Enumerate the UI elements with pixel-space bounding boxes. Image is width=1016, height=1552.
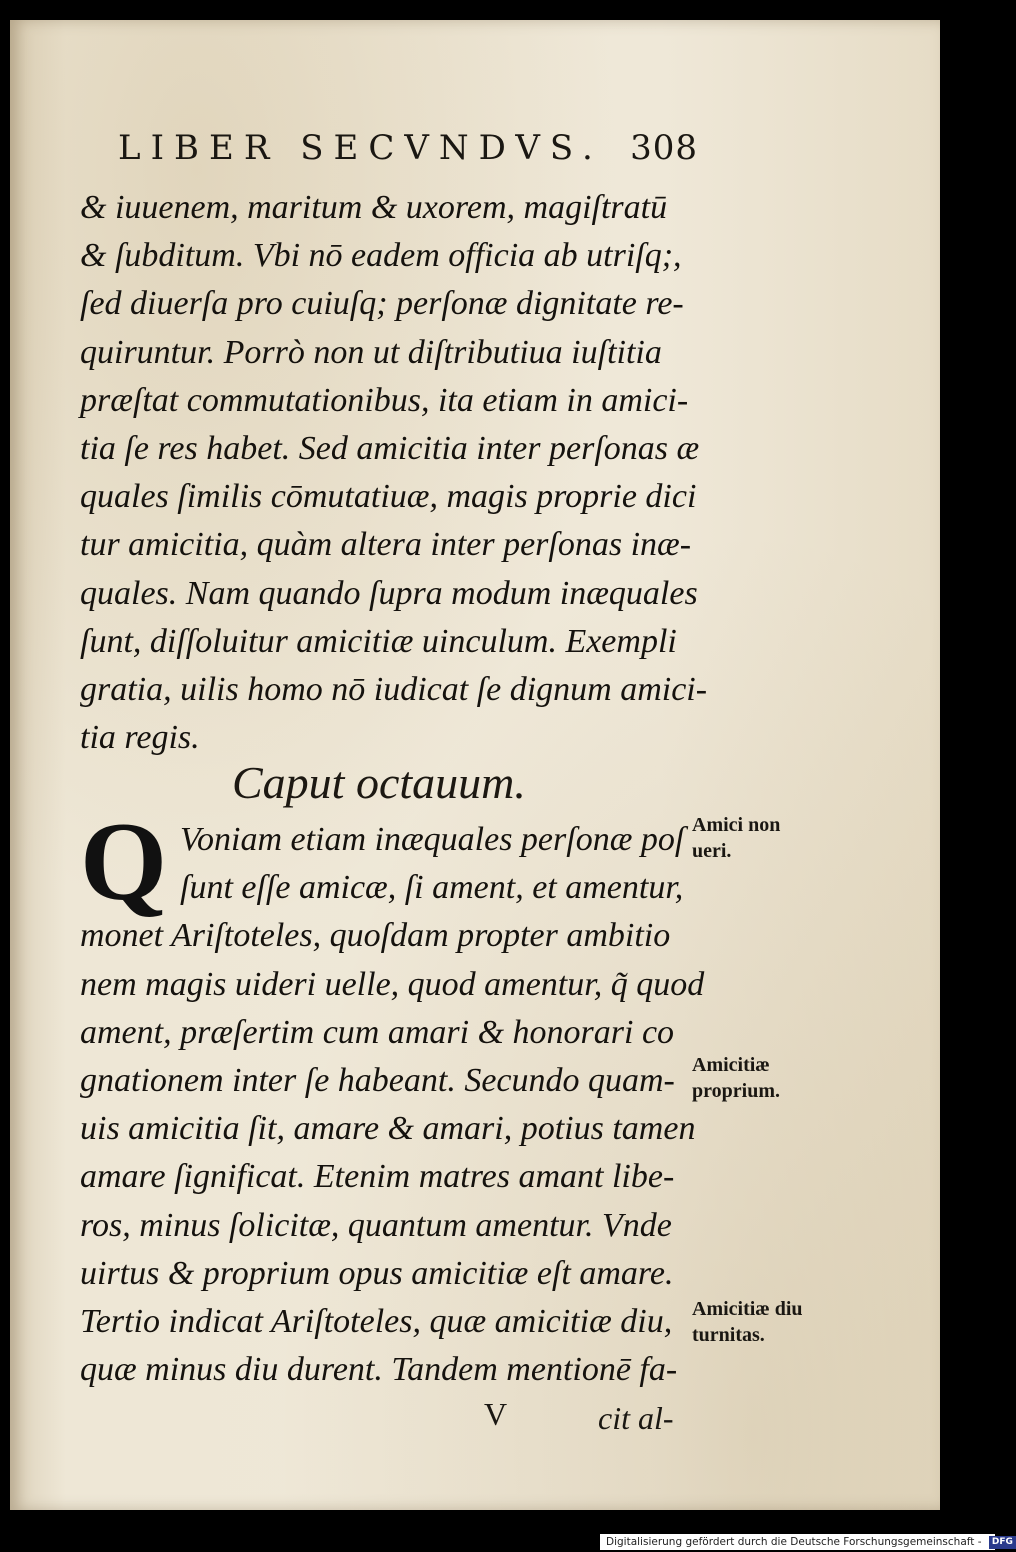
text-line: & ſubditum. Vbi nō eadem officia ab utriſq;, [80,237,682,275]
marginal-note-line: Amicitiæ diu [692,1298,803,1320]
digitization-credit [600,1534,1013,1550]
marginal-note-line: Amicitiæ [692,1054,770,1076]
text-line: uirtus & proprium opus amicitiæ eſt amare. [80,1254,674,1292]
marginal-note-line: ueri. [692,840,732,862]
text-line: uis amicitia ſit, amare & amari, potius tamen [80,1110,696,1148]
marginal-note-line: Amici non [692,814,781,836]
text-line: ament, præſertim cum amari & honorari co [80,1013,675,1051]
page-number: 308 [630,128,698,168]
text-line: ros, minus ſolicitæ, quantum amentur. Vnde [80,1206,672,1244]
text-line: præſtat commutationibus, ita etiam in amici- [80,381,689,419]
marginal-note [692,1052,852,1104]
text-line: amare ſignificat. Etenim matres amant libe- [80,1158,675,1196]
text-line: quales ſimilis cōmutatiuæ, magis proprie dici [80,478,697,516]
marginal-note-line: turnitas. [692,1324,765,1346]
text-line: quæ minus diu durent. Tandem mentionē fa- [80,1351,678,1389]
text-line: ſed diuerſa pro cuiuſq; perſonæ dignitate re- [80,285,684,323]
text-line: monet Ariſtoteles, quoſdam propter ambitio [80,917,671,955]
text-line: nem magis uideri uelle, quod amentur, q̃ quod [80,965,705,1003]
book-page [10,20,940,1510]
text-line: quiruntur. Porrò non ut diſtributiua iuſtitia [80,333,662,371]
catchword: cit al- [598,1400,674,1436]
text-line: & iuuenem, maritum & uxorem, magiſtratū [80,189,668,226]
dfg-logo-icon: DFG [989,1536,1016,1549]
chapter-heading: Caput octauum. [232,757,526,808]
text-line: gratia, uilis homo nō iudicat ſe dignum amici- [80,670,708,708]
text-line: tia ſe res habet. Sed amicitia inter perſonas æ [80,429,700,467]
credit-text: Digitalisierung gefördert durch die Deutsche Forschungsgemeinschaft - [606,1536,982,1548]
running-head-title: LIBER SECVNDVS. [118,128,603,168]
text-line: tia regis. [80,719,200,757]
drop-capital: Q [80,800,168,924]
marginal-note [692,812,852,864]
text-line: ſunt eſſe amicæ, ſi ament, et amentur, [180,869,684,907]
chapter-text [80,800,705,1394]
text-line: tur amicitia, quàm altera inter perſonas inæ- [80,526,692,564]
body-text [80,184,708,762]
text-line: gnationem inter ſe habeant. Secundo quam- [80,1061,675,1099]
text-line: ſunt, diſſoluitur amicitiæ uinculum. Exempli [80,622,677,660]
marginal-note-line: proprium. [692,1080,780,1102]
running-head [118,128,698,168]
text-line: Voniam etiam inæquales perſonæ poſ [180,821,685,858]
signature-mark: V [484,1396,508,1432]
text-line: quales. Nam quando ſupra modum inæquales [80,574,698,612]
marginal-note [692,1296,852,1348]
text-line: Tertio indicat Ariſtoteles, quæ amicitiæ diu, [80,1302,673,1340]
